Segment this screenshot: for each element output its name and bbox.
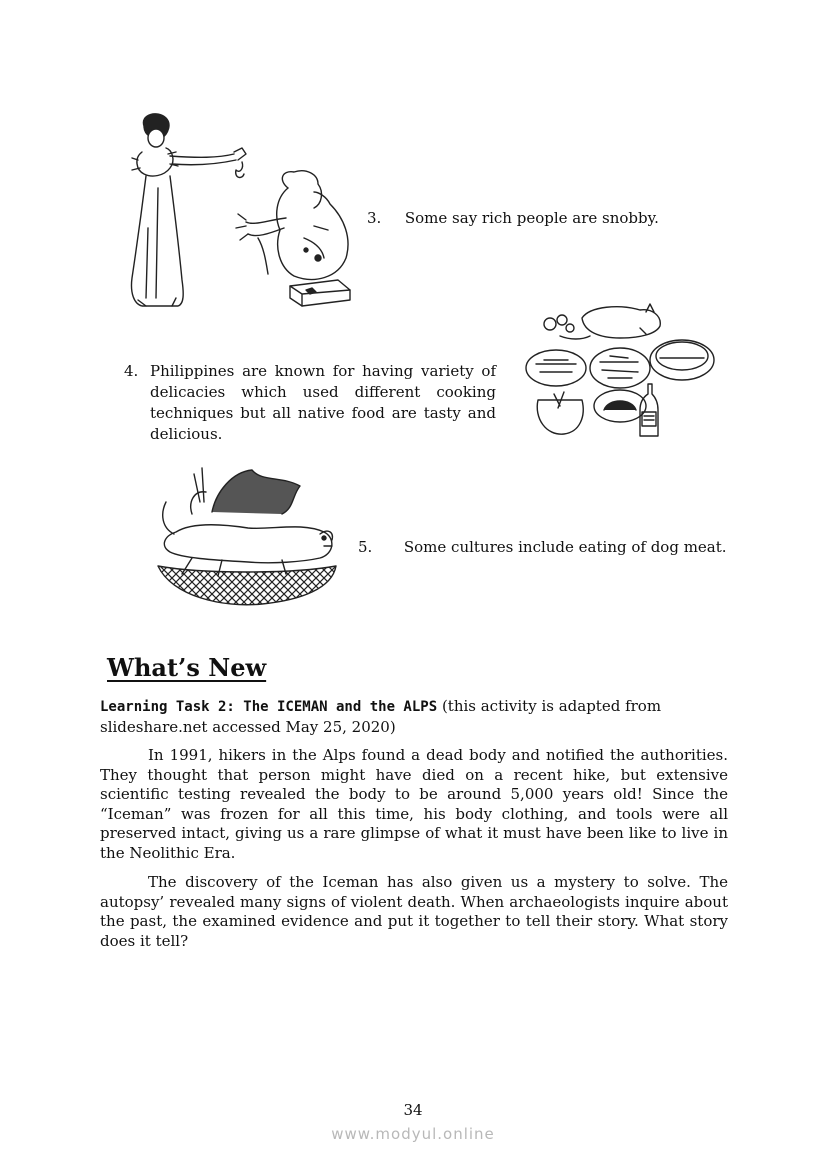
section-heading: What’s New [107, 653, 267, 682]
list-number: 5. [358, 538, 373, 556]
list-number: 4. [124, 362, 139, 380]
rich-woman-beggar-illustration [118, 108, 368, 313]
learning-task-title: Learning Task 2: The ICEMAN and the ALPS [100, 699, 438, 715]
filipino-food-illustration [520, 298, 725, 448]
learning-task-note: (this activity is adapted from [441, 697, 662, 715]
list-item-4 [124, 361, 496, 445]
paragraph-iceman-discovery: In 1991, hikers in the Alps found a dead body and notified the authorities. They thought that person might have died on a recent hike, but extensive scientific testing revealed the body to be around 5,000 years old! Since the “Iceman” was frozen for all this time, his body clothing, and tools were all preserved intact, giving us a rare glimpse of what it must have been like to live in the Neolithic Era. [100, 746, 728, 862]
learning-task-note-cont: slideshare.net accessed May 25, 2020) [100, 718, 396, 736]
list-item-text: Some cultures include eating of dog meat. [403, 538, 727, 556]
list-item-3 [367, 208, 659, 229]
list-item-5 [358, 537, 727, 558]
list-item-text: Philippines are known for having variety of delicacies which used different cooking techniques but all native food are tasty and delicious. [150, 362, 496, 443]
body-text [100, 746, 728, 951]
paragraph-iceman-mystery: The discovery of the Iceman has also given us a mystery to solve. The autopsy’ revealed many signs of violent death. When archaeologists inquire about the past, the examined evidence and put it together to tell their story. What story does it tell? [100, 873, 728, 950]
list-number: 3. [367, 209, 382, 227]
list-item-text: Some say rich people are snobby. [404, 209, 659, 227]
dog-meat-basket-illustration [152, 462, 344, 610]
watermark: www.modyul.online [331, 1125, 495, 1143]
learning-task [100, 696, 728, 737]
page-number: 34 [403, 1101, 423, 1119]
